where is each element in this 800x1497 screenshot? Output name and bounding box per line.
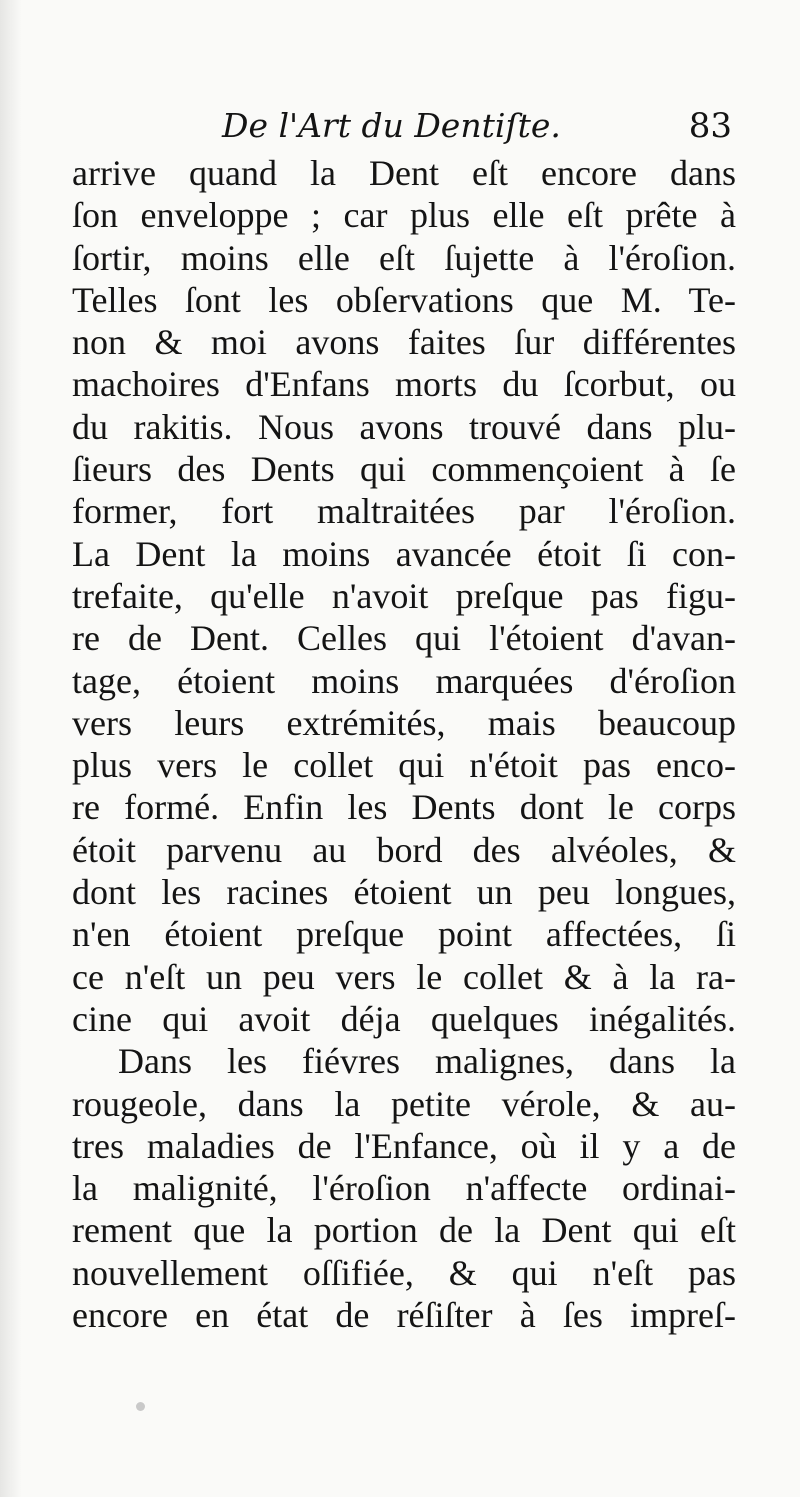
paragraph-start-line: Dans les fiévres malignes, dans la <box>118 1041 736 1082</box>
text-line: n'en étoient preſque point affectées, ſi <box>72 914 736 955</box>
text-line: ſon enveloppe ; car plus elle eſt prête à <box>72 195 736 236</box>
text-line: plus vers le collet qui n'étoit pas enco- <box>72 745 736 786</box>
text-line: Telles ſont les obſervations que M. Te- <box>72 279 736 320</box>
text-line: former, fort maltraitées par l'éroſion. <box>72 491 736 532</box>
page-number: 83 <box>688 106 732 146</box>
ink-smudge <box>136 1402 145 1411</box>
text-line: re de Dent. Celles qui l'étoient d'avan- <box>72 618 736 659</box>
running-head-title: De l'Art du Dentiſte. <box>222 106 561 145</box>
page-edge-shadow <box>0 0 22 1497</box>
text-line: ce n'eſt un peu vers le collet & à la ra- <box>72 956 736 997</box>
text-line: re formé. Enfin les Dents dont le corps <box>72 787 736 828</box>
text-line: nouvellement oſſifiée, & qui n'eſt pas <box>72 1252 736 1293</box>
text-line: dont les racines étoient un peu longues, <box>72 872 736 913</box>
body-text <box>72 152 736 1336</box>
text-line: vers leurs extrémités, mais beaucoup <box>72 702 736 743</box>
text-line: machoires d'Enfans morts du ſcorbut, ou <box>72 364 736 405</box>
text-line: tage, étoient moins marquées d'éroſion <box>72 660 736 701</box>
text-line: tres maladies de l'Enfance, où il y a de <box>72 1125 736 1166</box>
text-line: cine qui avoit déja quelques inégalités. <box>72 998 736 1039</box>
running-head <box>72 100 732 152</box>
text-line: étoit parvenu au bord des alvéoles, & <box>72 829 736 870</box>
text-line: ſieurs des Dents qui commençoient à ſe <box>72 449 736 490</box>
text-line: trefaite, qu'elle n'avoit preſque pas figu- <box>72 575 736 616</box>
text-line: du rakitis. Nous avons trouvé dans plu- <box>72 406 736 447</box>
text-line: arrive quand la Dent eſt encore dans <box>72 153 736 193</box>
text-line: La Dent la moins avancée étoit ſi con- <box>72 533 736 574</box>
text-line: ſortir, moins elle eſt ſujette à l'éroſion. <box>72 237 736 278</box>
text-line: encore en état de réſiſter à ſes impreſ- <box>72 1295 736 1336</box>
text-line: non & moi avons faites ſur différentes <box>72 322 736 363</box>
text-line: la malignité, l'éroſion n'affecte ordinai- <box>72 1168 736 1209</box>
text-line: rement que la portion de la Dent qui eſt <box>72 1210 736 1251</box>
text-line: rougeole, dans la petite vérole, & au- <box>72 1083 736 1124</box>
